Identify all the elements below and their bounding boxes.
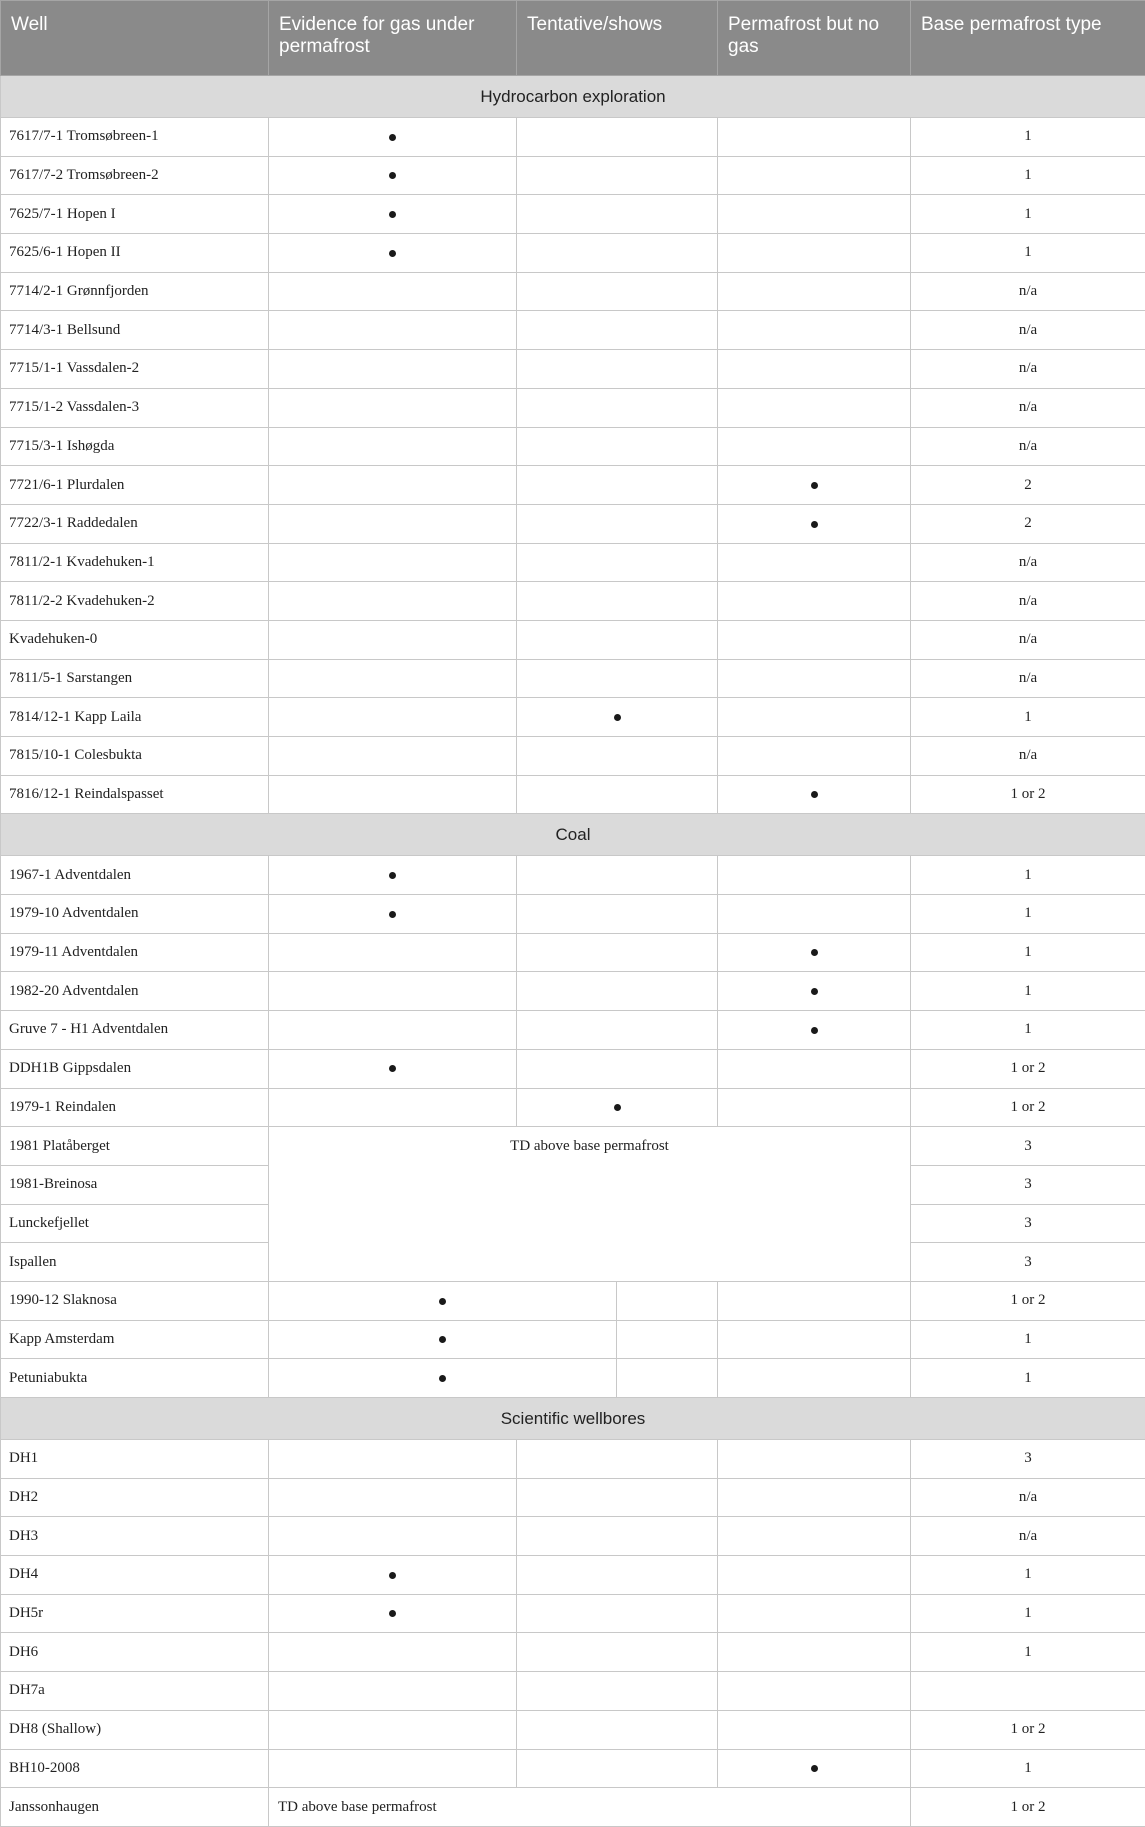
- evidence-cell: [269, 427, 517, 466]
- bullet-icon: [389, 1065, 396, 1072]
- well-name: 7816/12-1 Reindalspasset: [1, 775, 269, 814]
- well-name: 7811/2-1 Kvadehuken-1: [1, 543, 269, 582]
- bullet-icon: [389, 911, 396, 918]
- bullet-icon: [389, 250, 396, 257]
- tentative-cell: [517, 1633, 718, 1672]
- permafrost-cell: [718, 388, 911, 427]
- tentative-cell: [517, 1594, 718, 1633]
- base-type: 1: [911, 972, 1145, 1011]
- bullet-icon: [811, 791, 818, 798]
- base-type: 1: [911, 118, 1145, 157]
- bullet-icon: [389, 211, 396, 218]
- tentative-cell: [617, 1281, 718, 1320]
- table-row: [1, 659, 1145, 698]
- well-name: DH3: [1, 1517, 269, 1556]
- table-row: [1, 1633, 1145, 1672]
- well-name: DDH1B Gippsdalen: [1, 1049, 269, 1088]
- base-type: 3: [911, 1243, 1145, 1282]
- tentative-cell: [517, 234, 718, 273]
- bullet-icon: [389, 1572, 396, 1579]
- table-row: [1, 1517, 1145, 1556]
- section-row-scientific: [1, 1398, 1145, 1440]
- table-row: [1, 234, 1145, 273]
- base-type: n/a: [911, 543, 1145, 582]
- evidence-cell: [269, 311, 517, 350]
- evidence-cell: [269, 466, 517, 505]
- well-name: Janssonhaugen: [1, 1788, 269, 1827]
- evidence-cell: [269, 1049, 517, 1088]
- evidence-cell: [269, 856, 517, 895]
- table-row: [1, 620, 1145, 659]
- evidence-cell: [269, 1478, 517, 1517]
- bullet-icon: [439, 1298, 446, 1305]
- tentative-cell: [517, 1088, 718, 1127]
- bullet-icon: [811, 521, 818, 528]
- td-note: TD above base permafrost: [269, 1788, 911, 1827]
- base-type: 1: [911, 1359, 1145, 1398]
- evidence-cell: [269, 1672, 517, 1711]
- table-row: [1, 856, 1145, 895]
- tentative-cell: [517, 737, 718, 776]
- well-name: 7625/7-1 Hopen I: [1, 195, 269, 234]
- well-name: 7721/6-1 Plurdalen: [1, 466, 269, 505]
- base-type: n/a: [911, 1478, 1145, 1517]
- permafrost-cell: [718, 737, 911, 776]
- tentative-cell: [517, 1478, 718, 1517]
- table-row: [1, 1672, 1145, 1711]
- permafrost-cell: [718, 1517, 911, 1556]
- evidence-cell: [269, 504, 517, 543]
- base-type: 1: [911, 234, 1145, 273]
- table-row: [1, 1710, 1145, 1749]
- well-name: 1990-12 Slaknosa: [1, 1281, 269, 1320]
- table-row: [1, 427, 1145, 466]
- permafrost-cell: [718, 466, 911, 505]
- base-type: 1 or 2: [911, 1710, 1145, 1749]
- base-type: 1: [911, 1594, 1145, 1633]
- permafrost-cell: [718, 272, 911, 311]
- tentative-cell: [517, 1011, 718, 1050]
- base-type: [911, 1672, 1145, 1711]
- base-type: 1 or 2: [911, 1049, 1145, 1088]
- well-name: 1979-1 Reindalen: [1, 1088, 269, 1127]
- table-row: [1, 582, 1145, 621]
- permafrost-cell: [718, 1556, 911, 1595]
- tentative-cell: [517, 933, 718, 972]
- base-type: n/a: [911, 350, 1145, 389]
- section-label: Scientific wellbores: [1, 1398, 1145, 1440]
- tentative-cell: [517, 582, 718, 621]
- well-name: 7814/12-1 Kapp Laila: [1, 698, 269, 737]
- well-name: 1981 Platåberget: [1, 1127, 269, 1166]
- well-name: DH5r: [1, 1594, 269, 1633]
- table-row: [1, 1127, 1145, 1166]
- tentative-cell: [517, 1049, 718, 1088]
- base-type: n/a: [911, 620, 1145, 659]
- well-name: 7722/3-1 Raddedalen: [1, 504, 269, 543]
- base-type: 1 or 2: [911, 1281, 1145, 1320]
- tentative-cell: [517, 427, 718, 466]
- evidence-cell: [269, 1556, 517, 1595]
- permafrost-cell: [718, 933, 911, 972]
- permafrost-cell: [718, 1633, 911, 1672]
- well-name: 7811/2-2 Kvadehuken-2: [1, 582, 269, 621]
- permafrost-cell: [718, 1049, 911, 1088]
- evidence-cell: [269, 1749, 517, 1788]
- table-row: [1, 466, 1145, 505]
- permafrost-cell: [718, 1011, 911, 1050]
- bullet-icon: [439, 1375, 446, 1382]
- base-type: n/a: [911, 1517, 1145, 1556]
- table-row: [1, 1440, 1145, 1479]
- well-name: 1979-11 Adventdalen: [1, 933, 269, 972]
- tentative-cell: [517, 388, 718, 427]
- evidence-cell: [269, 895, 517, 934]
- table-row: [1, 737, 1145, 776]
- base-type: 1 or 2: [911, 1788, 1145, 1827]
- table-row: [1, 1088, 1145, 1127]
- permafrost-cell: [718, 775, 911, 814]
- well-name: 7714/2-1 Grønnfjorden: [1, 272, 269, 311]
- base-type: 1: [911, 1633, 1145, 1672]
- header-permafrost-no-gas: Permafrost but no gas: [718, 1, 911, 76]
- well-name: 7617/7-2 Tromsøbreen-2: [1, 156, 269, 195]
- header-well: Well: [1, 1, 269, 76]
- evidence-cell: [269, 972, 517, 1011]
- td-note: TD above base permafrost: [269, 1127, 911, 1282]
- table-row: [1, 698, 1145, 737]
- table-row: [1, 195, 1145, 234]
- permafrost-cell: [718, 620, 911, 659]
- evidence-cell: [269, 234, 517, 273]
- well-name: Petuniabukta: [1, 1359, 269, 1398]
- permafrost-cell: [718, 582, 911, 621]
- well-name: Ispallen: [1, 1243, 269, 1282]
- base-type: 1: [911, 856, 1145, 895]
- evidence-cell: [269, 1440, 517, 1479]
- permafrost-cell: [718, 1478, 911, 1517]
- table-row: [1, 118, 1145, 157]
- base-type: n/a: [911, 272, 1145, 311]
- well-name: Kapp Amsterdam: [1, 1320, 269, 1359]
- bullet-icon: [389, 172, 396, 179]
- tentative-cell: [517, 895, 718, 934]
- well-name: Lunckefjellet: [1, 1204, 269, 1243]
- base-type: n/a: [911, 582, 1145, 621]
- header-evidence: Evidence for gas under permafrost: [269, 1, 517, 76]
- bullet-icon: [811, 949, 818, 956]
- table-row: [1, 388, 1145, 427]
- bullet-icon: [439, 1336, 446, 1343]
- base-type: 1: [911, 1556, 1145, 1595]
- base-type: 1 or 2: [911, 1088, 1145, 1127]
- tentative-cell: [517, 1556, 718, 1595]
- base-type: 1: [911, 1749, 1145, 1788]
- tentative-cell: [517, 195, 718, 234]
- well-name: DH2: [1, 1478, 269, 1517]
- evidence-cell: [269, 1011, 517, 1050]
- base-type: 1: [911, 1011, 1145, 1050]
- permafrost-cell: [718, 895, 911, 934]
- section-row-coal: [1, 814, 1145, 856]
- header-row: [1, 1, 1145, 76]
- evidence-cell: [269, 1710, 517, 1749]
- base-type: 3: [911, 1440, 1145, 1479]
- well-name: 7715/1-2 Vassdalen-3: [1, 388, 269, 427]
- table-row: [1, 350, 1145, 389]
- permafrost-cell: [718, 856, 911, 895]
- well-name: DH6: [1, 1633, 269, 1672]
- tentative-cell: [517, 504, 718, 543]
- evidence-cell: [269, 156, 517, 195]
- tentative-cell: [517, 972, 718, 1011]
- well-name: 7617/7-1 Tromsøbreen-1: [1, 118, 269, 157]
- header-tentative: Tentative/shows: [517, 1, 718, 76]
- permafrost-cell: [718, 1359, 911, 1398]
- base-type: 1: [911, 156, 1145, 195]
- well-name: 1967-1 Adventdalen: [1, 856, 269, 895]
- evidence-cell: [269, 1281, 617, 1320]
- well-name: 7815/10-1 Colesbukta: [1, 737, 269, 776]
- table-row: [1, 543, 1145, 582]
- permafrost-cell: [718, 1088, 911, 1127]
- section-label: Hydrocarbon exploration: [1, 76, 1145, 118]
- bullet-icon: [811, 1765, 818, 1772]
- tentative-cell: [517, 659, 718, 698]
- well-name: DH7a: [1, 1672, 269, 1711]
- table-row: [1, 1594, 1145, 1633]
- well-name: 1979-10 Adventdalen: [1, 895, 269, 934]
- evidence-cell: [269, 543, 517, 582]
- evidence-cell: [269, 698, 517, 737]
- well-name: 7714/3-1 Bellsund: [1, 311, 269, 350]
- evidence-cell: [269, 272, 517, 311]
- table-row: [1, 1749, 1145, 1788]
- evidence-cell: [269, 737, 517, 776]
- well-name: 7715/3-1 Ishøgda: [1, 427, 269, 466]
- well-name: 1982-20 Adventdalen: [1, 972, 269, 1011]
- tentative-cell: [517, 118, 718, 157]
- tentative-cell: [517, 1710, 718, 1749]
- base-type: 1: [911, 698, 1145, 737]
- base-type: 1: [911, 195, 1145, 234]
- permafrost-cell: [718, 1710, 911, 1749]
- permafrost-cell: [718, 659, 911, 698]
- evidence-cell: [269, 388, 517, 427]
- table-row: [1, 1478, 1145, 1517]
- evidence-cell: [269, 1517, 517, 1556]
- table-row: [1, 1556, 1145, 1595]
- permafrost-cell: [718, 543, 911, 582]
- table-row: [1, 775, 1145, 814]
- permafrost-cell: [718, 698, 911, 737]
- tentative-cell: [517, 156, 718, 195]
- evidence-cell: [269, 1594, 517, 1633]
- permafrost-cell: [718, 1749, 911, 1788]
- base-type: 1: [911, 895, 1145, 934]
- evidence-cell: [269, 1320, 617, 1359]
- permafrost-cell: [718, 1672, 911, 1711]
- well-name: DH4: [1, 1556, 269, 1595]
- tentative-cell: [517, 698, 718, 737]
- tentative-cell: [517, 775, 718, 814]
- table-row: [1, 895, 1145, 934]
- permafrost-cell: [718, 972, 911, 1011]
- evidence-cell: [269, 350, 517, 389]
- evidence-cell: [269, 1088, 517, 1127]
- bullet-icon: [614, 714, 621, 721]
- table-row: [1, 1281, 1145, 1320]
- tentative-cell: [617, 1320, 718, 1359]
- table-row: [1, 504, 1145, 543]
- bullet-icon: [614, 1104, 621, 1111]
- tentative-cell: [517, 620, 718, 659]
- base-type: n/a: [911, 659, 1145, 698]
- permafrost-cell: [718, 118, 911, 157]
- well-name: DH1: [1, 1440, 269, 1479]
- evidence-cell: [269, 775, 517, 814]
- permafrost-cell: [718, 195, 911, 234]
- evidence-cell: [269, 1633, 517, 1672]
- permafrost-cell: [718, 1440, 911, 1479]
- base-type: 1: [911, 933, 1145, 972]
- well-name: BH10-2008: [1, 1749, 269, 1788]
- tentative-cell: [517, 1749, 718, 1788]
- table-row: [1, 1320, 1145, 1359]
- well-name: Kvadehuken-0: [1, 620, 269, 659]
- tentative-cell: [517, 350, 718, 389]
- well-name: Gruve 7 - H1 Adventdalen: [1, 1011, 269, 1050]
- permafrost-cell: [718, 1281, 911, 1320]
- evidence-cell: [269, 582, 517, 621]
- evidence-cell: [269, 620, 517, 659]
- base-type: n/a: [911, 427, 1145, 466]
- table-row: [1, 311, 1145, 350]
- bullet-icon: [389, 134, 396, 141]
- bullet-icon: [811, 988, 818, 995]
- section-row-hydrocarbon: [1, 76, 1145, 118]
- bullet-icon: [811, 482, 818, 489]
- permafrost-cell: [718, 234, 911, 273]
- tentative-cell: [517, 543, 718, 582]
- tentative-cell: [517, 311, 718, 350]
- tentative-cell: [517, 1672, 718, 1711]
- permafrost-cell: [718, 156, 911, 195]
- evidence-cell: [269, 118, 517, 157]
- base-type: 1: [911, 1320, 1145, 1359]
- base-type: 3: [911, 1165, 1145, 1204]
- table-row: [1, 933, 1145, 972]
- tentative-cell: [617, 1359, 718, 1398]
- table-row: [1, 1359, 1145, 1398]
- table-row: [1, 272, 1145, 311]
- table-row: [1, 156, 1145, 195]
- table-row: [1, 1011, 1145, 1050]
- permafrost-cell: [718, 1320, 911, 1359]
- tentative-cell: [517, 466, 718, 505]
- header-base-type: Base permafrost type: [911, 1, 1145, 76]
- permafrost-cell: [718, 1594, 911, 1633]
- base-type: 3: [911, 1204, 1145, 1243]
- bullet-icon: [811, 1027, 818, 1034]
- base-type: 2: [911, 504, 1145, 543]
- evidence-cell: [269, 659, 517, 698]
- well-name: DH8 (Shallow): [1, 1710, 269, 1749]
- evidence-cell: [269, 1359, 617, 1398]
- table-row: [1, 972, 1145, 1011]
- base-type: 1 or 2: [911, 775, 1145, 814]
- well-name: 7715/1-1 Vassdalen-2: [1, 350, 269, 389]
- tentative-cell: [517, 856, 718, 895]
- tentative-cell: [517, 1440, 718, 1479]
- table-row: [1, 1049, 1145, 1088]
- well-name: 1981-Breinosa: [1, 1165, 269, 1204]
- well-name: 7625/6-1 Hopen II: [1, 234, 269, 273]
- tentative-cell: [517, 272, 718, 311]
- base-type: n/a: [911, 388, 1145, 427]
- base-type: n/a: [911, 311, 1145, 350]
- permafrost-cell: [718, 504, 911, 543]
- well-name: 7811/5-1 Sarstangen: [1, 659, 269, 698]
- section-label: Coal: [1, 814, 1145, 856]
- bullet-icon: [389, 872, 396, 879]
- evidence-cell: [269, 195, 517, 234]
- base-type: 3: [911, 1127, 1145, 1166]
- bullet-icon: [389, 1610, 396, 1617]
- evidence-cell: [269, 933, 517, 972]
- permafrost-cell: [718, 350, 911, 389]
- tentative-cell: [517, 1517, 718, 1556]
- base-type: n/a: [911, 737, 1145, 776]
- permafrost-cell: [718, 311, 911, 350]
- base-type: 2: [911, 466, 1145, 505]
- permafrost-cell: [718, 427, 911, 466]
